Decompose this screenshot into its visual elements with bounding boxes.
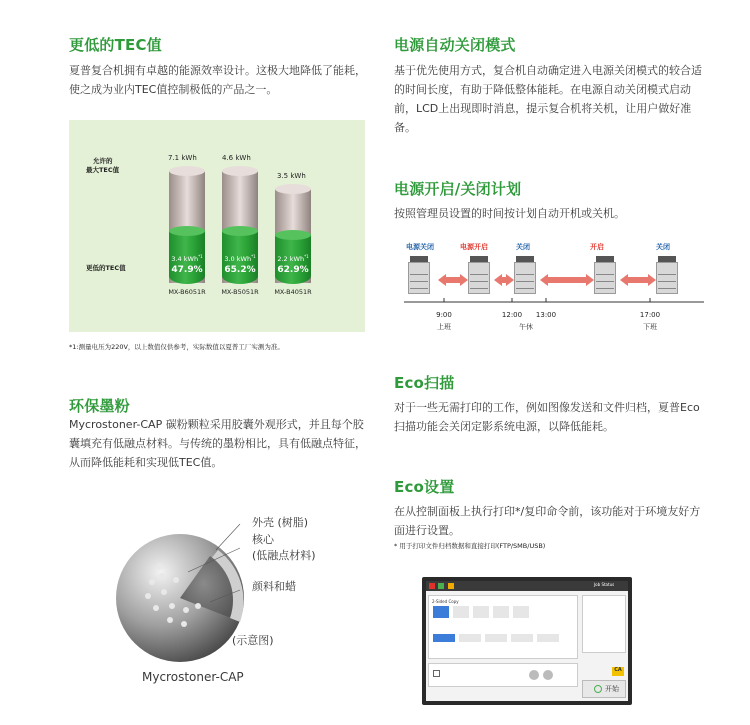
minus-button[interactable] <box>529 670 539 680</box>
label-pigment: 颜料和蜡 <box>252 580 296 593</box>
time-tick-label: 下班 <box>643 323 657 331</box>
tec-chart-panel <box>69 120 365 332</box>
tec-cylinder: 2.2 kWh$^{*1}$ 62.9% <box>275 184 311 288</box>
home-icon <box>429 583 435 589</box>
start-button[interactable] <box>582 680 626 698</box>
label-core-2: (低融点材料) <box>252 549 316 562</box>
bar-actual-value: 3.4 kWh <box>171 255 199 264</box>
n-up-option[interactable] <box>485 634 507 642</box>
time-tick: 17:00 <box>639 311 661 319</box>
toner-title: 环保墨粉 <box>69 397 130 415</box>
bar-actual-value: 3.0 kWh <box>224 255 252 264</box>
control-panel-screen <box>422 577 632 705</box>
schedule-diagram <box>394 236 714 336</box>
eco-icon <box>438 583 444 589</box>
lower-tec-label: 更低的TEC值 <box>86 264 126 272</box>
bar-max-value: 3.5 kWh <box>277 172 306 180</box>
eco-scan-title: Eco扫描 <box>394 374 455 392</box>
label-shell: 外壳 (树脂) <box>252 516 309 529</box>
bar-percent: 62.9% <box>277 265 309 275</box>
n-up-option[interactable] <box>537 634 559 642</box>
eco-setting-body: 在从控制面板上执行打印*/复印命令前，该功能对于环境友好方面进行设置。 <box>394 505 701 537</box>
auto-off-body: 基于优先使用方式，复合机自动确定进入电源关闭模式的较合适的时间长度，有助于降低整体能耗。在电源自动关闭模式启动前，LCD上出现即时消息，提示复合机将关机，让用户做好准备。 <box>394 64 702 134</box>
bar-actual-value: 2.2 kWh <box>277 255 305 264</box>
bar-model: MX-B6051R <box>168 288 206 296</box>
eco-setting-footnote: * 用于打印文件归档数据和直接打印(FTP/SMB/USB) <box>394 542 546 550</box>
start-icon <box>594 685 602 693</box>
bar-max-value: 7.1 kWh <box>168 154 197 162</box>
bar-model: MX-B4051R <box>274 288 312 296</box>
label-core-1: 核心 <box>252 533 274 546</box>
eco-options-pane <box>428 663 578 687</box>
allowed-max-label-1: 允许的 <box>93 157 113 165</box>
bar-max-value: 4.6 kWh <box>222 154 251 162</box>
eco-scan-body: 对于一些无需打印的工作，例如图像发送和文件归档，夏普Eco扫描功能会关闭定影系统电源，以降低能耗。 <box>394 401 700 433</box>
sided-option[interactable] <box>453 606 469 618</box>
toner-body: Mycrostoner-CAP 碳粉颗粒采用胶囊外观形式，并且每个胶囊填充有低融点材料。与传统的墨粉相比，具有低融点特征，从而降低能耗和实现低TEC值。 <box>69 418 366 469</box>
eco-setting-title: Eco设置 <box>394 478 455 496</box>
time-tick: 13:00 <box>535 311 557 319</box>
alert-icon <box>448 583 454 589</box>
n-up-option-selected[interactable] <box>433 634 455 642</box>
side-menu <box>582 595 626 653</box>
tec-footnote: *1:测量电压为220V，以上数值仅供参考，实际数值以夏普工厂实测为准。 <box>69 343 284 351</box>
time-tick: 9:00 <box>436 311 452 319</box>
sided-option[interactable] <box>473 606 489 618</box>
copy-settings-pane <box>428 595 578 659</box>
schedule-tag: 电源关闭 <box>406 243 434 251</box>
time-tick: 12:00 <box>501 311 523 319</box>
sided-option[interactable] <box>493 606 509 618</box>
allowed-max-label-2: 最大TEC值 <box>86 166 120 174</box>
tec-cylinder: 3.4 kWh$^{*1}$ 47.9% <box>169 166 205 288</box>
label-diagram: (示意图) <box>232 634 274 647</box>
schedule-title: 电源开启/关闭计划 <box>394 180 522 198</box>
start-label: 开始 <box>605 685 619 693</box>
tec-title: 更低的TEC值 <box>69 36 162 54</box>
bar-model: MX-B5051R <box>221 288 259 296</box>
time-tick-label: 上班 <box>437 323 451 331</box>
checkbox[interactable] <box>433 670 440 677</box>
toner-caption: Mycrostoner-CAP <box>142 670 244 684</box>
bar-percent: 65.2% <box>224 265 256 275</box>
sided-option-selected[interactable] <box>433 606 449 618</box>
n-up-option[interactable] <box>459 634 481 642</box>
bar-percent: 47.9% <box>171 265 203 275</box>
schedule-arrows <box>394 236 714 336</box>
job-status-tab[interactable]: Job Status <box>594 582 615 587</box>
auto-off-title: 电源自动关闭模式 <box>394 36 516 54</box>
sided-option[interactable] <box>513 606 529 618</box>
schedule-tag: 开启 <box>590 243 604 251</box>
two-sided-copy-label: 2-Sided Copy <box>432 599 459 604</box>
schedule-tag: 关闭 <box>656 243 670 251</box>
tec-cylinder: 3.0 kWh$^{*1}$ 65.2% <box>222 166 258 288</box>
schedule-body: 按照管理员设置的时间按计划自动开机或关机。 <box>394 207 625 220</box>
time-tick-label: 午休 <box>519 323 533 331</box>
schedule-tag: 电源开启 <box>460 243 488 251</box>
tec-body: 夏普复合机拥有卓越的能源效率设计。这极大地降低了能耗，使之成为业内TEC值控制极低的产品之一。 <box>69 64 366 96</box>
schedule-tag: 关闭 <box>516 243 530 251</box>
ca-button[interactable]: CA <box>612 667 624 676</box>
n-up-option[interactable] <box>511 634 533 642</box>
plus-button[interactable] <box>543 670 553 680</box>
